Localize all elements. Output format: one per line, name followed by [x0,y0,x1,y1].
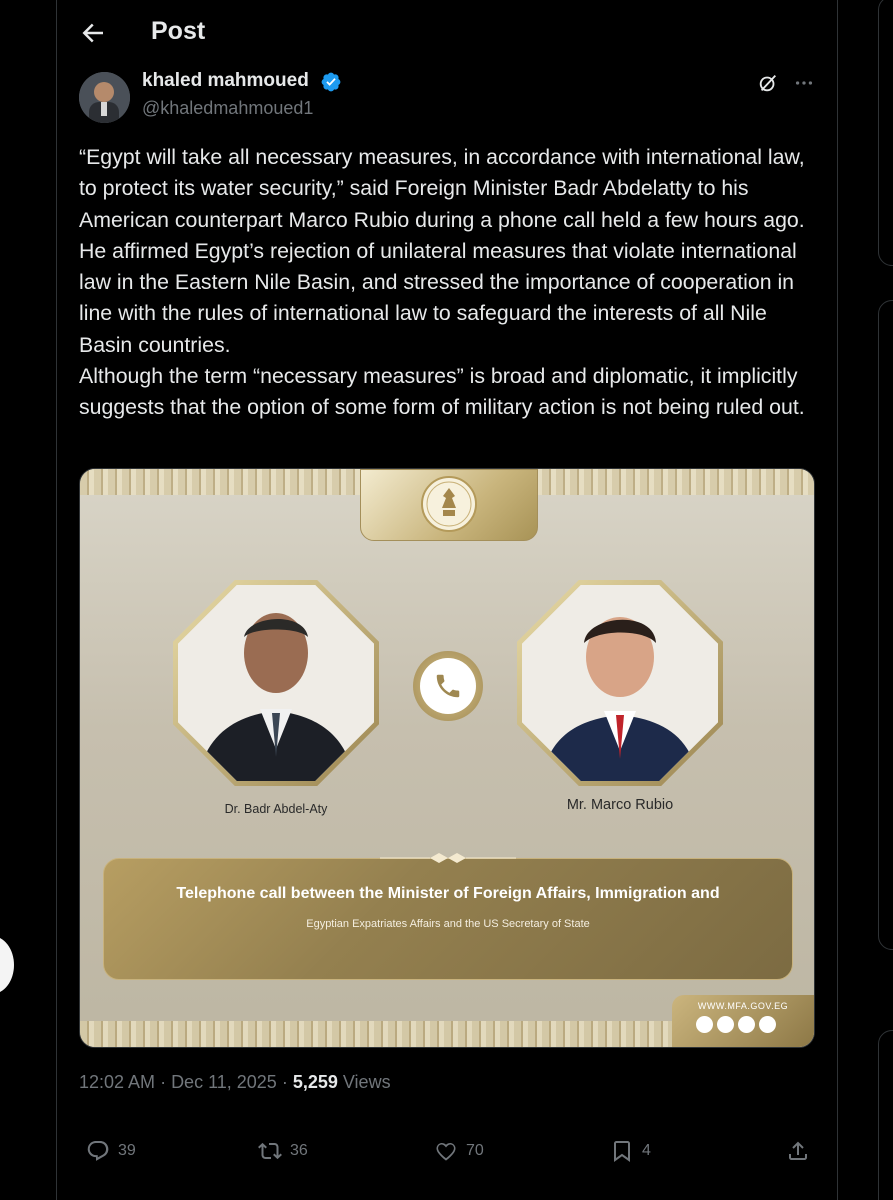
post-time[interactable]: 12:02 AM [79,1072,156,1092]
post-date[interactable]: Dec 11, 2025 [171,1072,277,1092]
caption-banner [103,858,793,980]
like-button[interactable] [434,1138,484,1164]
right-sidebar [878,0,893,1200]
grok-icon[interactable] [757,72,779,94]
site-url: WWW.MFA.GOV.EG [697,1001,789,1011]
phone-call-icon [413,651,483,721]
author-handle[interactable]: @khaledmahmoued1 [142,98,314,118]
banner-title: Telephone call between the Minister of Foreign Affairs, Immigration and [176,885,720,902]
reply-button[interactable] [86,1138,136,1164]
ministry-crest-panel [360,469,538,541]
left-person-name: Dr. Badr Abdel-Aty [224,802,328,816]
separator: · [155,1072,172,1092]
separator: · [276,1072,293,1092]
banner-subtitle: Egyptian Expatriates Affairs and the US Secretary of State [306,918,590,930]
share-button[interactable] [786,1138,810,1164]
ministry-contact-panel [672,995,814,1047]
facebook-icon [696,1016,713,1033]
bookmark-button[interactable] [610,1138,651,1164]
bookmark-count: 4 [642,1142,651,1159]
instagram-icon [759,1016,776,1033]
portrait-frame-right [517,580,723,786]
avatar[interactable] [79,72,130,123]
bookmark-icon [610,1139,634,1163]
ministry-seal-icon [419,474,479,534]
floating-button[interactable] [0,936,14,994]
page-title: Post [151,17,206,45]
post-image[interactable] [79,468,815,1048]
x-icon [717,1016,734,1033]
sidebar-card [878,300,893,950]
right-person-name: Mr. Marco Rubio [566,797,674,813]
portrait-badr-abdelaty [178,585,374,781]
views-count: 5,259 [292,1072,338,1092]
verified-badge-icon [320,71,342,93]
ornament-divider [380,852,516,864]
views-label: Views [342,1072,391,1092]
reply-icon [86,1139,110,1163]
sidebar-card [878,1030,893,1200]
post-text: “Egypt will take all necessary measures, in accordance with international law, to protect its water security,” said Foreign Minister Badr Abdelatty to his American counterpart Marco Rubio during a phone call held a few hours ago. He affirmed Egypt’s rejection of unilateral measures that violate international law in the Eastern Nile Basin, and stressed the importance of cooperation in line with the rules of international law to safeguard the interests of all Nile Basin countries. Although the term “necessary measures” is broad and diplomatic, it implicitly suggests that the option of some form of military action is not being ruled out. [79,145,805,420]
more-options-icon[interactable] [793,72,815,94]
portrait-marco-rubio [522,585,718,781]
repost-count: 36 [290,1142,308,1159]
repost-button[interactable] [258,1138,308,1164]
post-meta [79,1072,391,1093]
share-icon [786,1139,810,1163]
heart-icon [434,1139,458,1163]
reply-count: 39 [118,1142,136,1159]
author-name[interactable]: khaled mahmoued [142,70,309,91]
like-count: 70 [466,1142,484,1159]
repost-icon [258,1139,282,1163]
youtube-icon [738,1016,755,1033]
sidebar-card [878,0,893,266]
portrait-frame-left [173,580,379,786]
back-arrow-icon[interactable] [78,18,108,48]
